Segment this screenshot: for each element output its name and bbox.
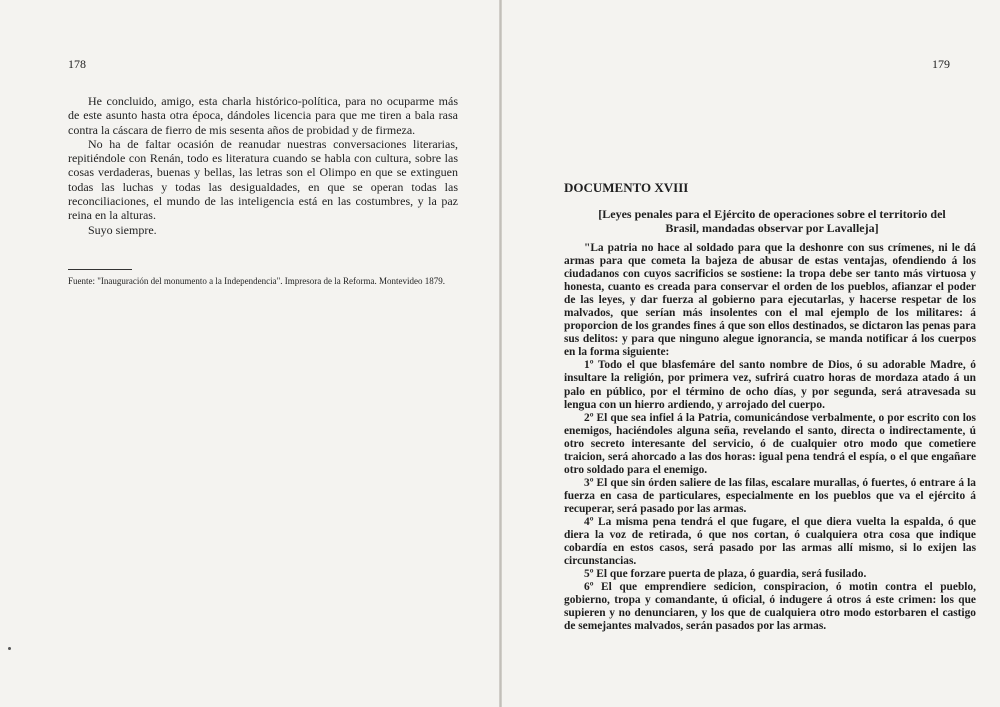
closing-line: Suyo siempre.: [88, 222, 157, 237]
article-5: 5º El que forzare puerta de plaza, ó guardia, será fusilado.: [584, 568, 867, 581]
paragraph: He concluido, amigo, esta charla histórico-política, para no ocuparme más de este asunto hasta otra época, dándoles licencia para que me tiren a bala rasa contra la cáscara de fierro de mis sesenta años de probidad y de firmeza.: [68, 94, 458, 137]
article-1: 1º Todo el que blasfemáre del santo nombre de Dios, ó su adorable Madre, ó insultare la religión, por primera vez, sufrirá cuatro horas de mordaza atado á un palo en público, por el término de ocho días, y por segunda, será atravesada su lengua con un hierro ardiendo, y arrojado del cuerpo.: [564, 359, 976, 411]
left-page: [0, 0, 499, 707]
penal-laws-text: [564, 242, 976, 633]
right-page: [502, 0, 1000, 707]
article-4: 4º La misma pena tendrá el que fugare, el que diera vuelta la espalda, ó que diera la voz de retirada, ó que nos cortan, ó cualquiera otra cosa que indique cobardía en estos casos, será pasado por las armas allí mismo, si lo exijen las circunstancias.: [564, 515, 976, 568]
source-footnote: Fuente: "Inauguración del monumento a la Independencia". Impresora de la Reforma. Montevideo 1879.: [68, 276, 445, 286]
preamble-paragraph: "La patria no hace al soldado para que la deshonre con sus crímenes, ni le dá armas para que cometa la bajeza de abusar de estas ventajas, ofendiendo á los ciudadanos con cuyos sacrificios se sostiene: la tropa debe ser tanto más virtuosa y honesta, cuanto es creada para conservar el orden de los pueblos, afianzar el poder de las leyes, y dar fuerza al gobierno para ejecutarlas, y hacerse respetar de los malvados, que serían más insolentes con el mal ejemplo de los militares: á proporcion de los grandes fines á que son ellos destinados, se dictaron las penas para sus delitos: y para que ninguno alegue ignorancia, se manda notificar á los cuerpos en la forma siguiente:: [564, 242, 976, 359]
page-number: 179: [932, 57, 950, 71]
article-2: 2º El que sea infiel á la Patria, comunicándose verbalmente, o por escrito con los enemigos, haciéndoles alguna seña, revelando el santo, directa o indirectamente, ú otro secreto interesante del servicio, ó de cualquier otro modo que cometiere traicion, será ahorcado a las dos horas: igual pena tendrá el espía, o el que engañare otro soldado para el enemigo.: [564, 411, 976, 476]
paragraph: No ha de faltar ocasión de reanudar nuestras conversaciones literarias, repitiéndole con Renán, todo es literatura cuando se habla con cultura, sobre las cosas verdaderas, buenas y bellas, las letras son el Olimpo en que se extinguen todas las luchas y todas las desigualdades, en que se operan todas las reconciliaciones, el mundo de las inteligencia está en las costumbres, y la paz reina en la alturas.: [68, 136, 458, 223]
article-3: 3º El que sin órden saliere de las filas, escalare murallas, ó fuertes, ó entrare á la fuerza en casa de particulares, especialmente en los pueblos que va el ejército á recuperar, será pasado por las armas.: [564, 476, 976, 515]
letter-body: [68, 94, 458, 237]
footnote-divider: [68, 269, 132, 270]
document-subtitle: [Leyes penales para el Ejército de operaciones sobre el territorio del Brasil, mandadas observar por Lavalleja]: [598, 207, 946, 235]
scan-speck: [8, 647, 11, 650]
page-number: 178: [68, 57, 86, 71]
article-6: 6º El que emprendiere sedicion, conspiracion, ó motin contra el pueblo, gobierno, tropa y comandante, ú oficial, ó indugere á otros á este crimen: los que supieren y no denunciaren, y los que de cualquiera otro modo estorbaren el castigo de semejantes malvados, serán pasados por las armas.: [564, 581, 976, 633]
document-title: DOCUMENTO XVIII: [564, 180, 689, 195]
